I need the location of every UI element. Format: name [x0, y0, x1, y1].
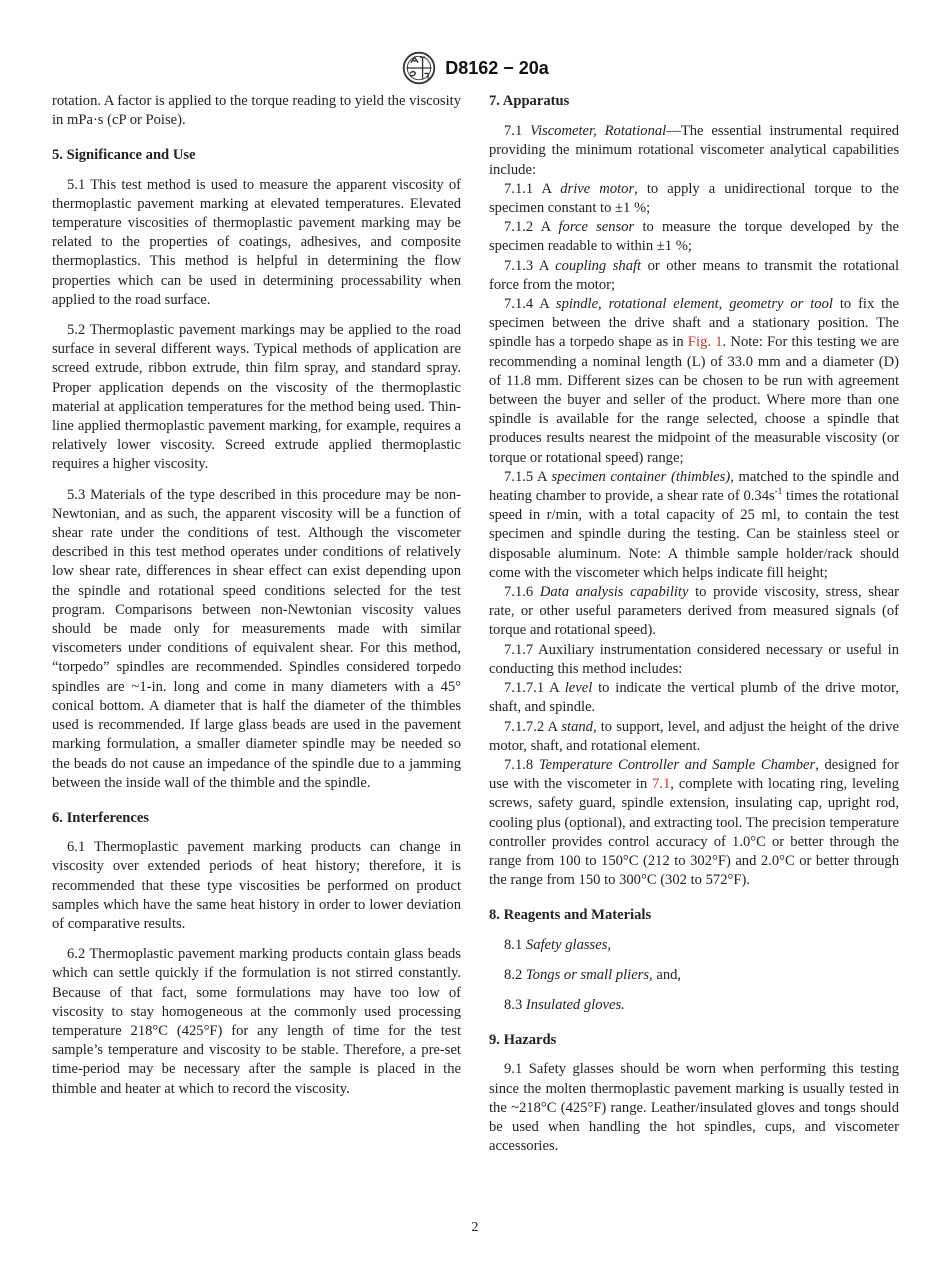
section-7-heading: 7. Apparatus	[489, 93, 570, 109]
paragraph-8-3: 8.3 Insulated gloves.	[504, 996, 625, 1013]
paragraph-6-2: 6.2 Thermoplastic pavement marking products contain glass beads which can settle quickly if the formulation is not stirred constantly. Because of that fact, some formulations may have too low of viscosity to stay homogeneous at the commonly used processing temperature 218°C (425°F) for any length of time for the test sample’s temperature and viscosity to be stable. Therefore, a pre-set time-period may be necessary after the sample is placed in the thimble and heater at which to record the viscosity.	[52, 946, 461, 1097]
section-8-heading: 8. Reagents and Materials	[489, 907, 652, 924]
paragraph-7-1-6: 7.1.6 Data analysis capability to provide viscosity, stress, shear rate, or other useful parameters derived from measured signals (of torque and rotational speed).	[489, 584, 900, 639]
document-id: D8162 − 20a	[445, 57, 549, 78]
left-column	[52, 92, 461, 1099]
paragraph-6-1: 6.1 Thermoplastic pavement marking products can change in viscosity over extended periods of heat history; therefore, it is recommended that these type viscosities be performed on product samples which have the same heat history in order to lower deviation of comparative results.	[52, 839, 461, 932]
paragraph-7-1-7: 7.1.7 Auxiliary instrumentation considered necessary or useful in conducting this method includes:	[489, 641, 899, 677]
paragraph-7-1-3: 7.1.3 A coupling shaft or other means to transmit the rotational force from the motor;	[489, 257, 900, 293]
paragraph-7-1-7-1: 7.1.7.1 A level to indicate the vertical plumb of the drive motor, shaft, and spindle.	[489, 680, 899, 716]
paragraph-7-1-1: 7.1.1 A drive motor, to apply a unidirectional torque to the specimen constant to ±1 %;	[489, 180, 899, 217]
section-7-1-link[interactable]: 7.1	[652, 776, 671, 793]
paragraph-7-1: 7.1 Viscometer, Rotational—The essential instrumental required providing the minimum rotational viscometer analytical capabilities include:	[489, 123, 899, 178]
page-number: 2	[471, 1220, 479, 1235]
paragraph-7-1-5: 7.1.5 A specimen container (thimbles), matched to the spindle and heating chamber to provide, a shear rate of $0.34s^{-1}$ times the rotational speed in r/min, with a total capacity of 25 ml, to contain the test specimen and spindle during the testing. Can be stainless steel or disposable aluminum. Note: A thimble sample holder/rack should come with the viscometer which helps indicate fill height;	[489, 468, 899, 581]
paragraph-7-1-7-2: 7.1.7.2 A stand, to support, level, and adjust the height of the drive motor, shaft, and rotational element.	[489, 718, 899, 754]
section-6-heading: 6. Interferences	[52, 809, 149, 826]
paragraph-5-1: 5.1 This test method is used to measure the apparent viscosity of thermoplastic pavement marking at elevated temperatures. Elevated temperature viscosities of thermoplastic pavement marking may be related to the properties of coatings, adhesives, and composite thermoplastics. This method is helpful in determining the flow properties which can be used in determining processability when applied to the road surface.	[52, 176, 461, 308]
paragraph-9-1: 9.1 Safety glasses should be worn when performing this testing since the molten thermoplastic pavement marking is usually tested in the ~218°C (425°F) range. Leather/insulated gloves and tongs should be used when handling the hot spindles, cups, and viscometer accessories.	[489, 1061, 899, 1155]
astm-logo-icon	[401, 50, 437, 86]
section-5-heading: 5. Significance and Use	[52, 147, 196, 164]
fig-1-link[interactable]: Fig. 1	[687, 334, 723, 351]
paragraph-7-1-8: 7.1.8 Temperature Controller and Sample Chamber, designed for use with the viscometer in 7.1, complete with locating ring, leveling screws, safety guard, spindle extension, insulating cap, upright rod, cooling plus (optional), and extracting tool. The precision temperature controller provides control accuracy of 1.0°C or better through the range from 100 to 150°C (212 to 302°F) and 2.0°C or better through the range from 150 to 300°C (302 to 572°F).	[489, 756, 900, 889]
paragraph-intro: rotation. A factor is applied to the torque reading to yield the viscosity in mPa·s (cP or Poise).	[52, 93, 461, 129]
page-header	[0, 48, 950, 88]
paragraph-8-2: 8.2 Tongs or small pliers, and,	[504, 966, 682, 983]
section-9-heading: 9. Hazards	[489, 1032, 557, 1049]
paragraph-8-1: 8.1 Safety glasses,	[504, 936, 612, 953]
paragraph-5-3: 5.3 Materials of the type described in this procedure may be non-Newtonian, and as such, the apparent viscosity will be a function of shear rate under the conditions of test. Although the viscometer described in this test method operates under conditions of relatively low shear rate, differences in shear effect can exist depending upon the spindle and rotational speed conditions selected for the test program. Comparisons between non-Newtonian viscosity values should be made only for measurements made with similar viscometers under conditions of equivalent shear. For this method, “torpedo” spindles are recommended. Spindles considered torpedo spindles are ~1-in. long and come in many diameters with a 45° conical bottom. A diameter that is half the diameter of the thimbles used is recommended. If large glass beads are used in the pavement marking formulation, a smaller diameter spindle may be needed so the beads do not cause an impedance of the spindle due to a jamming between the inside wall of the thimble and the spindle.	[52, 486, 461, 791]
paragraph-7-1-2: 7.1.2 A force sensor to measure the torque developed by the specimen readable to within ±1 %;	[489, 219, 900, 255]
right-column	[489, 92, 899, 1156]
paragraph-7-1-4: 7.1.4 A spindle, rotational element, geometry or tool to fix the specimen between the drive shaft and a stationary position. The spindle has a torpedo shape as in Fig. 1. Note: For this testing we are recommending a nominal length (L) of 33.0 mm and a diameter (D) of 11.8 mm. Different sizes can be chosen to be run with agreement between the buyer and seller of the product. Where more than one spindle is available for the range selected, choose a spindle that produces results nearest the midpoint of the measurable viscosity (or torque or rotational speed) range;	[489, 296, 900, 466]
paragraph-5-2: 5.2 Thermoplastic pavement markings may be applied to the road surface in several different ways. Typical methods of application are screed extrude, ribbon extrude, thin film spray, and standard spray. Proper application depends on the viscosity of the thermoplastic material at application temperatures for the method being used. Thin-line applied thermoplastic pavement marking, for example, requires a relatively lower viscosity. Screed extrude applied thermoplastic requires a higher viscosity.	[52, 322, 461, 473]
